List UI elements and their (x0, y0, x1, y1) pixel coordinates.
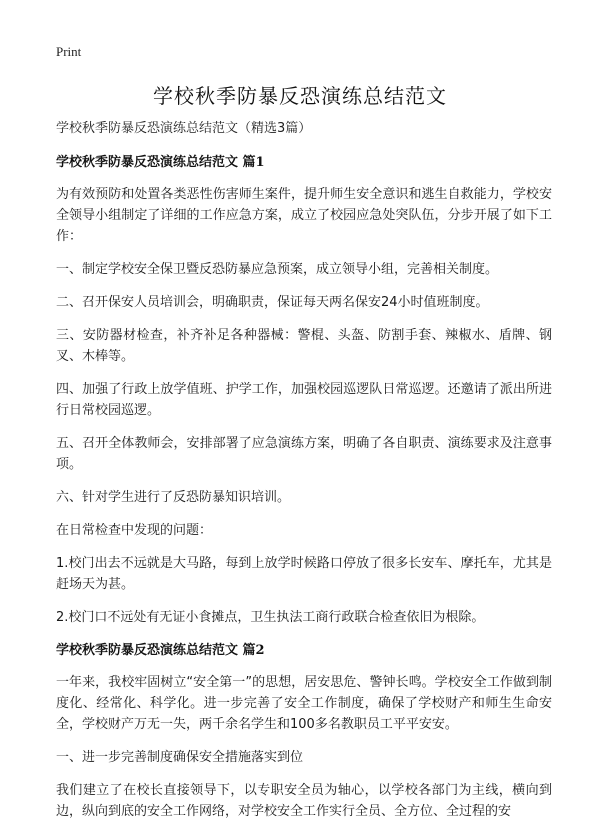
paragraph: 五、召开全体教师会，安排部署了应急演练方案，明确了各自职责、演练要求及注意事项。 (56, 436, 552, 472)
article-subtitle: 学校秋季防暴反恐演练总结范文（精选3篇） (56, 121, 312, 136)
section-heading-1: 学校秋季防暴反恐演练总结范文 篇1 (56, 155, 265, 170)
paragraph: 2.校门口不远处有无证小食摊点，卫生执法工商行政联合检查依旧为根除。 (56, 610, 485, 625)
paragraph: 我们建立了在校长直接领导下，以专职安全员为轴心，以学校各部门为主线，横向到边，纵向到底的安全工作网络，对学校安全工作实行全员、全方位、全过程的安 (56, 783, 552, 819)
paragraph: 在日常检查中发现的问题： (56, 523, 213, 538)
paragraph: 1.校门出去不远就是大马路，每到上放学时候路口停放了很多长安车、摩托车，尤其是赶场天为甚。 (56, 556, 552, 592)
article-body (56, 118, 552, 834)
paragraph: 一年来，我校牢固树立“安全第一”的思想，居安思危、警钟长鸣。学校安全工作做到制度化、经常化、科学化。进一步完善了安全工作制度，确保了学校财产和师生生命安全，学校财产万无一失，两千余名学生和100多名教职员工平平安安。 (56, 675, 552, 732)
print-link[interactable]: Print (56, 44, 82, 59)
section-heading-2: 学校秋季防暴反恐演练总结范文 篇2 (56, 643, 265, 658)
paragraph: 为有效预防和处置各类恶性伤害师生案件，提升师生安全意识和逃生自救能力，学校安全领导小组制定了详细的工作应急方案，成立了校园应急处突队伍，分步开展了如下工作： (56, 187, 552, 244)
page-title: 学校秋季防暴反恐演练总结范文 (153, 84, 447, 108)
paragraph: 一、制定学校安全保卫暨反恐防暴应急预案，成立领导小组，完善相关制度。 (56, 262, 499, 277)
paragraph: 六、针对学生进行了反恐防暴知识培训。 (56, 490, 291, 505)
paragraph: 一、进一步完善制度确保安全措施落实到位 (56, 750, 304, 765)
paragraph: 二、召开保安人员培训会，明确职责，保证每天两名保安24小时值班制度。 (56, 295, 489, 310)
paragraph: 三、安防器材检查，补齐补足各种器械：警棍、头盔、防割手套、辣椒水、盾牌、钢叉、木棒等。 (56, 328, 552, 364)
paragraph: 四、加强了行政上放学值班、护学工作，加强校园巡逻队日常巡逻。还邀请了派出所进行日常校园巡逻。 (56, 382, 552, 418)
